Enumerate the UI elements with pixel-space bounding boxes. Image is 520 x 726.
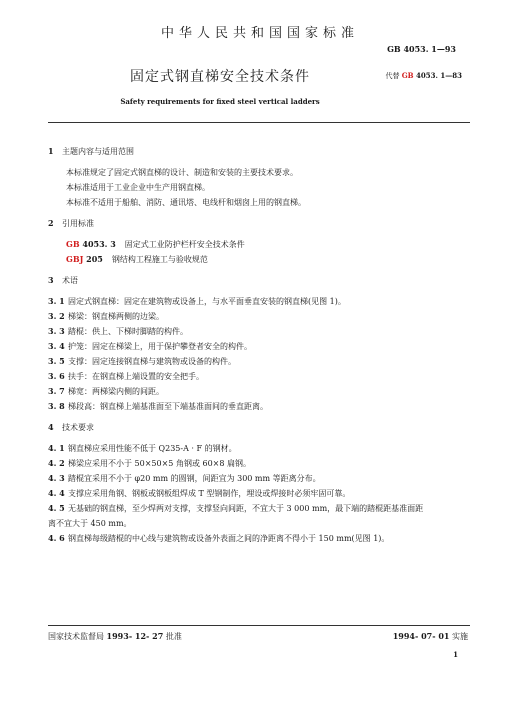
section-3-heading: 3 术语 bbox=[48, 275, 78, 285]
requirement-item: 4. 1 钢直梯应采用性能不低于 Q235-A · F 的钢材。 bbox=[48, 443, 237, 453]
term-item: 3. 6 扶手：在钢直梯上端设置的安全把手。 bbox=[48, 371, 204, 381]
term-item: 3. 4 护笼：固定在梯梁上，用于保护攀登者安全的构件。 bbox=[48, 341, 252, 351]
term-item: 3. 8 梯段高：钢直梯上端基准面至下端基准面间的垂直距离。 bbox=[48, 401, 268, 411]
document-title: 固定式钢直梯安全技术条件 bbox=[130, 69, 310, 85]
top-divider bbox=[48, 122, 470, 123]
replaces-number: 4053. 1—83 bbox=[413, 71, 462, 80]
requirement-item: 4. 4 支撑应采用角钢、钢板或钢板组焊成 T 型钢制作，埋设或焊接时必须牢固可靠。 bbox=[48, 488, 351, 498]
reference-item: GB 4053. 3 固定式工业防护栏杆安全技术条件 bbox=[66, 239, 245, 249]
requirement-item-continuation: 离不宜大于 450 mm。 bbox=[48, 519, 132, 528]
requirement-item: 4. 6 钢直梯每级踏棍的中心线与建筑物或设备外表面之间的净距离不得小于 150 mm(见图 1)。 bbox=[48, 533, 390, 543]
bottom-divider bbox=[48, 625, 470, 626]
approval-line: 国家技术监督局 1993- 12- 27 批准 bbox=[48, 631, 182, 641]
reference-item: GBJ 205 钢结构工程施工与验收规范 bbox=[66, 254, 208, 264]
term-item: 3. 3 踏棍：供上、下梯时脚踏的构件。 bbox=[48, 326, 188, 336]
page-number: 1 bbox=[453, 650, 458, 659]
replaces-code: GB bbox=[401, 71, 414, 80]
term-item: 3. 5 支撑：固定连接钢直梯与建筑物或设备的构件。 bbox=[48, 356, 236, 366]
english-title: Safety requirements for fixed steel vertical ladders bbox=[120, 97, 320, 106]
implementation-line: 1994- 07- 01 实施 bbox=[392, 631, 468, 641]
national-standard-title: 中华人民共和国国家标准 bbox=[160, 26, 359, 41]
term-item: 3. 2 梯梁：钢直梯两侧的边梁。 bbox=[48, 311, 164, 321]
section-1-para: 本标准不适用于船舶、消防、通讯塔、电线杆和烟囱上用的钢直梯。 bbox=[66, 198, 306, 207]
section-1-para: 本标准适用于工业企业中生产用钢直梯。 bbox=[66, 183, 210, 192]
term-item: 3. 1 固定式钢直梯：固定在建筑物或设备上，与水平面垂直安装的钢直梯(见图 1)。 bbox=[48, 296, 346, 306]
section-4-heading: 4 技术要求 bbox=[48, 422, 94, 432]
section-1-heading: 1 主题内容与适用范围 bbox=[48, 146, 134, 156]
requirement-item: 4. 2 梯梁应采用不小于 50×50×5 角钢或 60×8 扁钢。 bbox=[48, 458, 251, 468]
term-item: 3. 7 梯宽：两梯梁内侧的间距。 bbox=[48, 386, 164, 396]
section-2-heading: 2 引用标准 bbox=[48, 218, 94, 228]
requirement-item: 4. 5 无基础的钢直梯，至少焊两对支撑，支撑竖向间距，不宜大于 3 000 mm，最下端的踏棍距基准面距 bbox=[48, 503, 424, 513]
section-1-para: 本标准规定了固定式钢直梯的设计、制造和安装的主要技术要求。 bbox=[66, 168, 298, 177]
requirement-item: 4. 3 踏棍宜采用不小于 φ20 mm 的圆钢，间距宜为 300 mm 等距离分布。 bbox=[48, 473, 321, 483]
standard-number: GB 4053. 1—93 bbox=[387, 44, 456, 54]
replaces-prefix: 代替 bbox=[385, 72, 402, 80]
replaces-note bbox=[385, 71, 462, 81]
